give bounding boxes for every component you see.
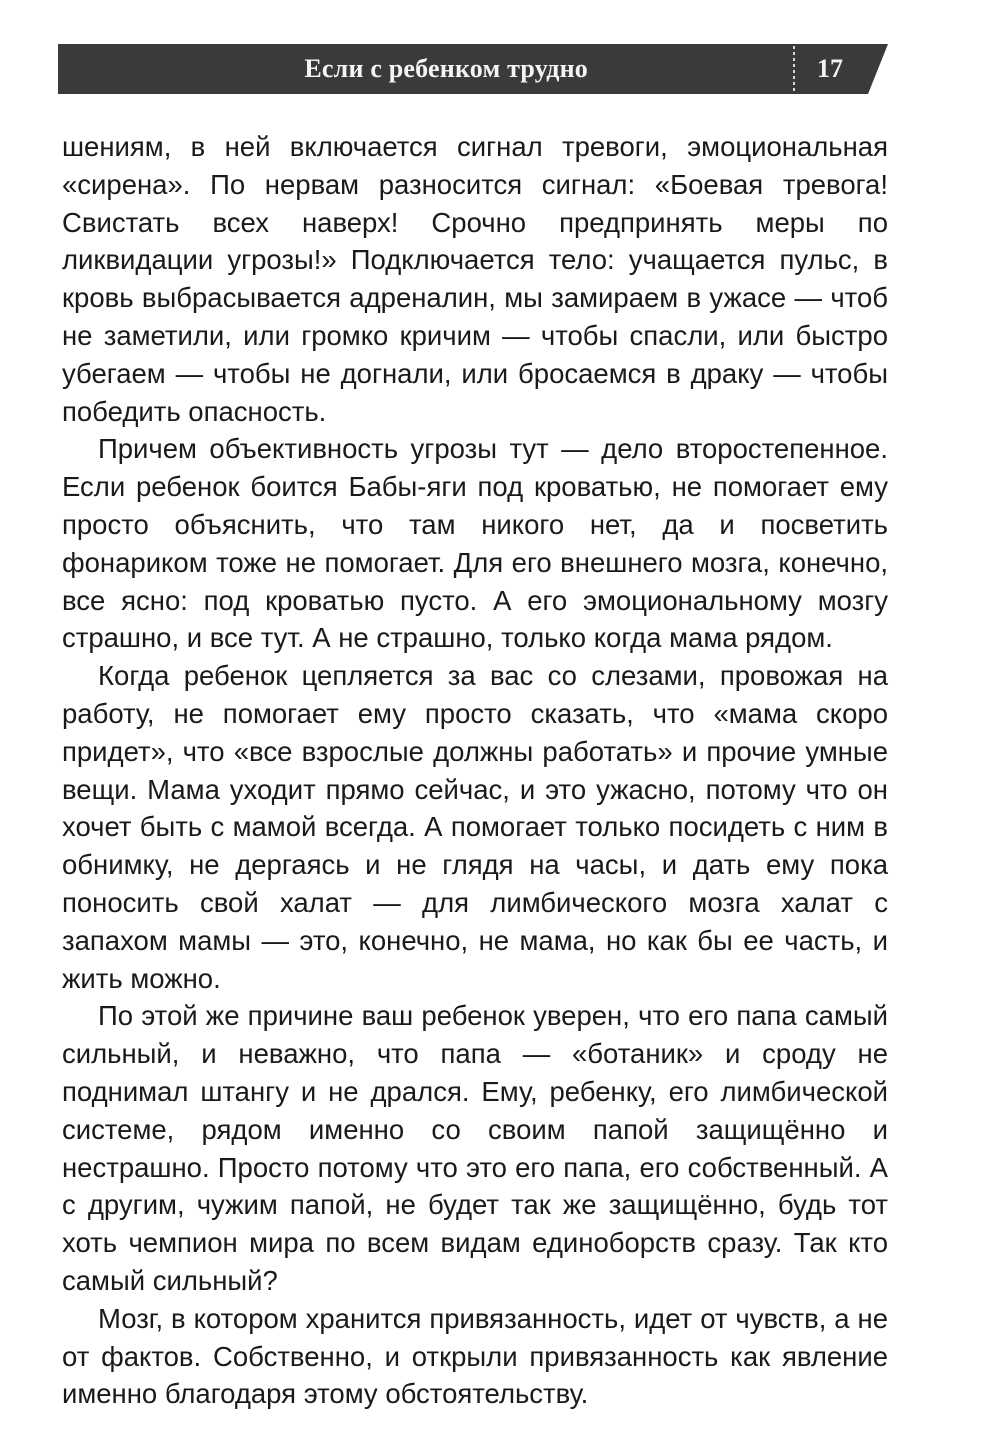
body-text [62, 128, 888, 1413]
running-title: Если с ребенком трудно [304, 54, 588, 83]
paragraph: По этой же причине ваш ребенок уверен, что его папа самый сильный, и неважно, что папа — «ботаник» и сроду не поднимал штангу и не дрался. Ему, ребенку, его лимбической системе, рядом именно со своим папой защищённо и нестрашно. Просто потому что это его папа, его собственный. А с другим, чужим папой, не будет так же защищённо, будь тот хоть чемпион мира по всем видам единоборств сразу. Так кто самый сильный? [62, 1000, 888, 1296]
paragraph: Мозг, в котором хранится привязанность, идет от чувств, а не от фактов. Собственно, и открыли привязанность как явление именно благодаря этому обстоятельству. [62, 1302, 888, 1410]
running-header [58, 44, 888, 94]
paragraph: шениям, в ней включается сигнал тревоги, эмоциональная «сирена». По нервам разносится сигнал: «Боевая тревога! Свистать всех наверх! Срочно предпринять меры по ликвидации угрозы!» Подключается тело: учащается пульс, в кровь выбрасывается адреналин, мы замираем в ужасе — чтоб не заметили, или громко кричим — чтобы спасли, или быстро убегаем — чтобы не догнали, или бросаемся в драку — чтобы победить опасность. [62, 131, 888, 427]
page-number: 17 [817, 54, 843, 83]
paragraph: Причем объективность угрозы тут — дело второстепенное. Если ребенок боится Бабы-яги под кроватью, не помогает ему просто объяснить, что там никого нет, да и посветить фонариком тоже не помогает. Для его внешнего мозга, конечно, все ясно: под кроватью пусто. А его эмоциональному мозгу страшно, и все тут. А не страшно, только когда мама рядом. [62, 433, 888, 654]
paragraph: Когда ребенок цепляется за вас со слезами, провожая на работу, не помогает ему просто сказать, что «мама скоро придет», что «все взрослые должны работать» и прочие умные вещи. Мама уходит прямо сейчас, и это ужасно, потому что он хочет быть с мамой всегда. А помогает только посидеть с ним в обнимку, не дергаясь и не глядя на часы, и дать ему пока поносить свой халат — для лимбического мозга халат с запахом мамы — это, конечно, не мама, но как бы ее часть, и жить можно. [62, 660, 888, 994]
